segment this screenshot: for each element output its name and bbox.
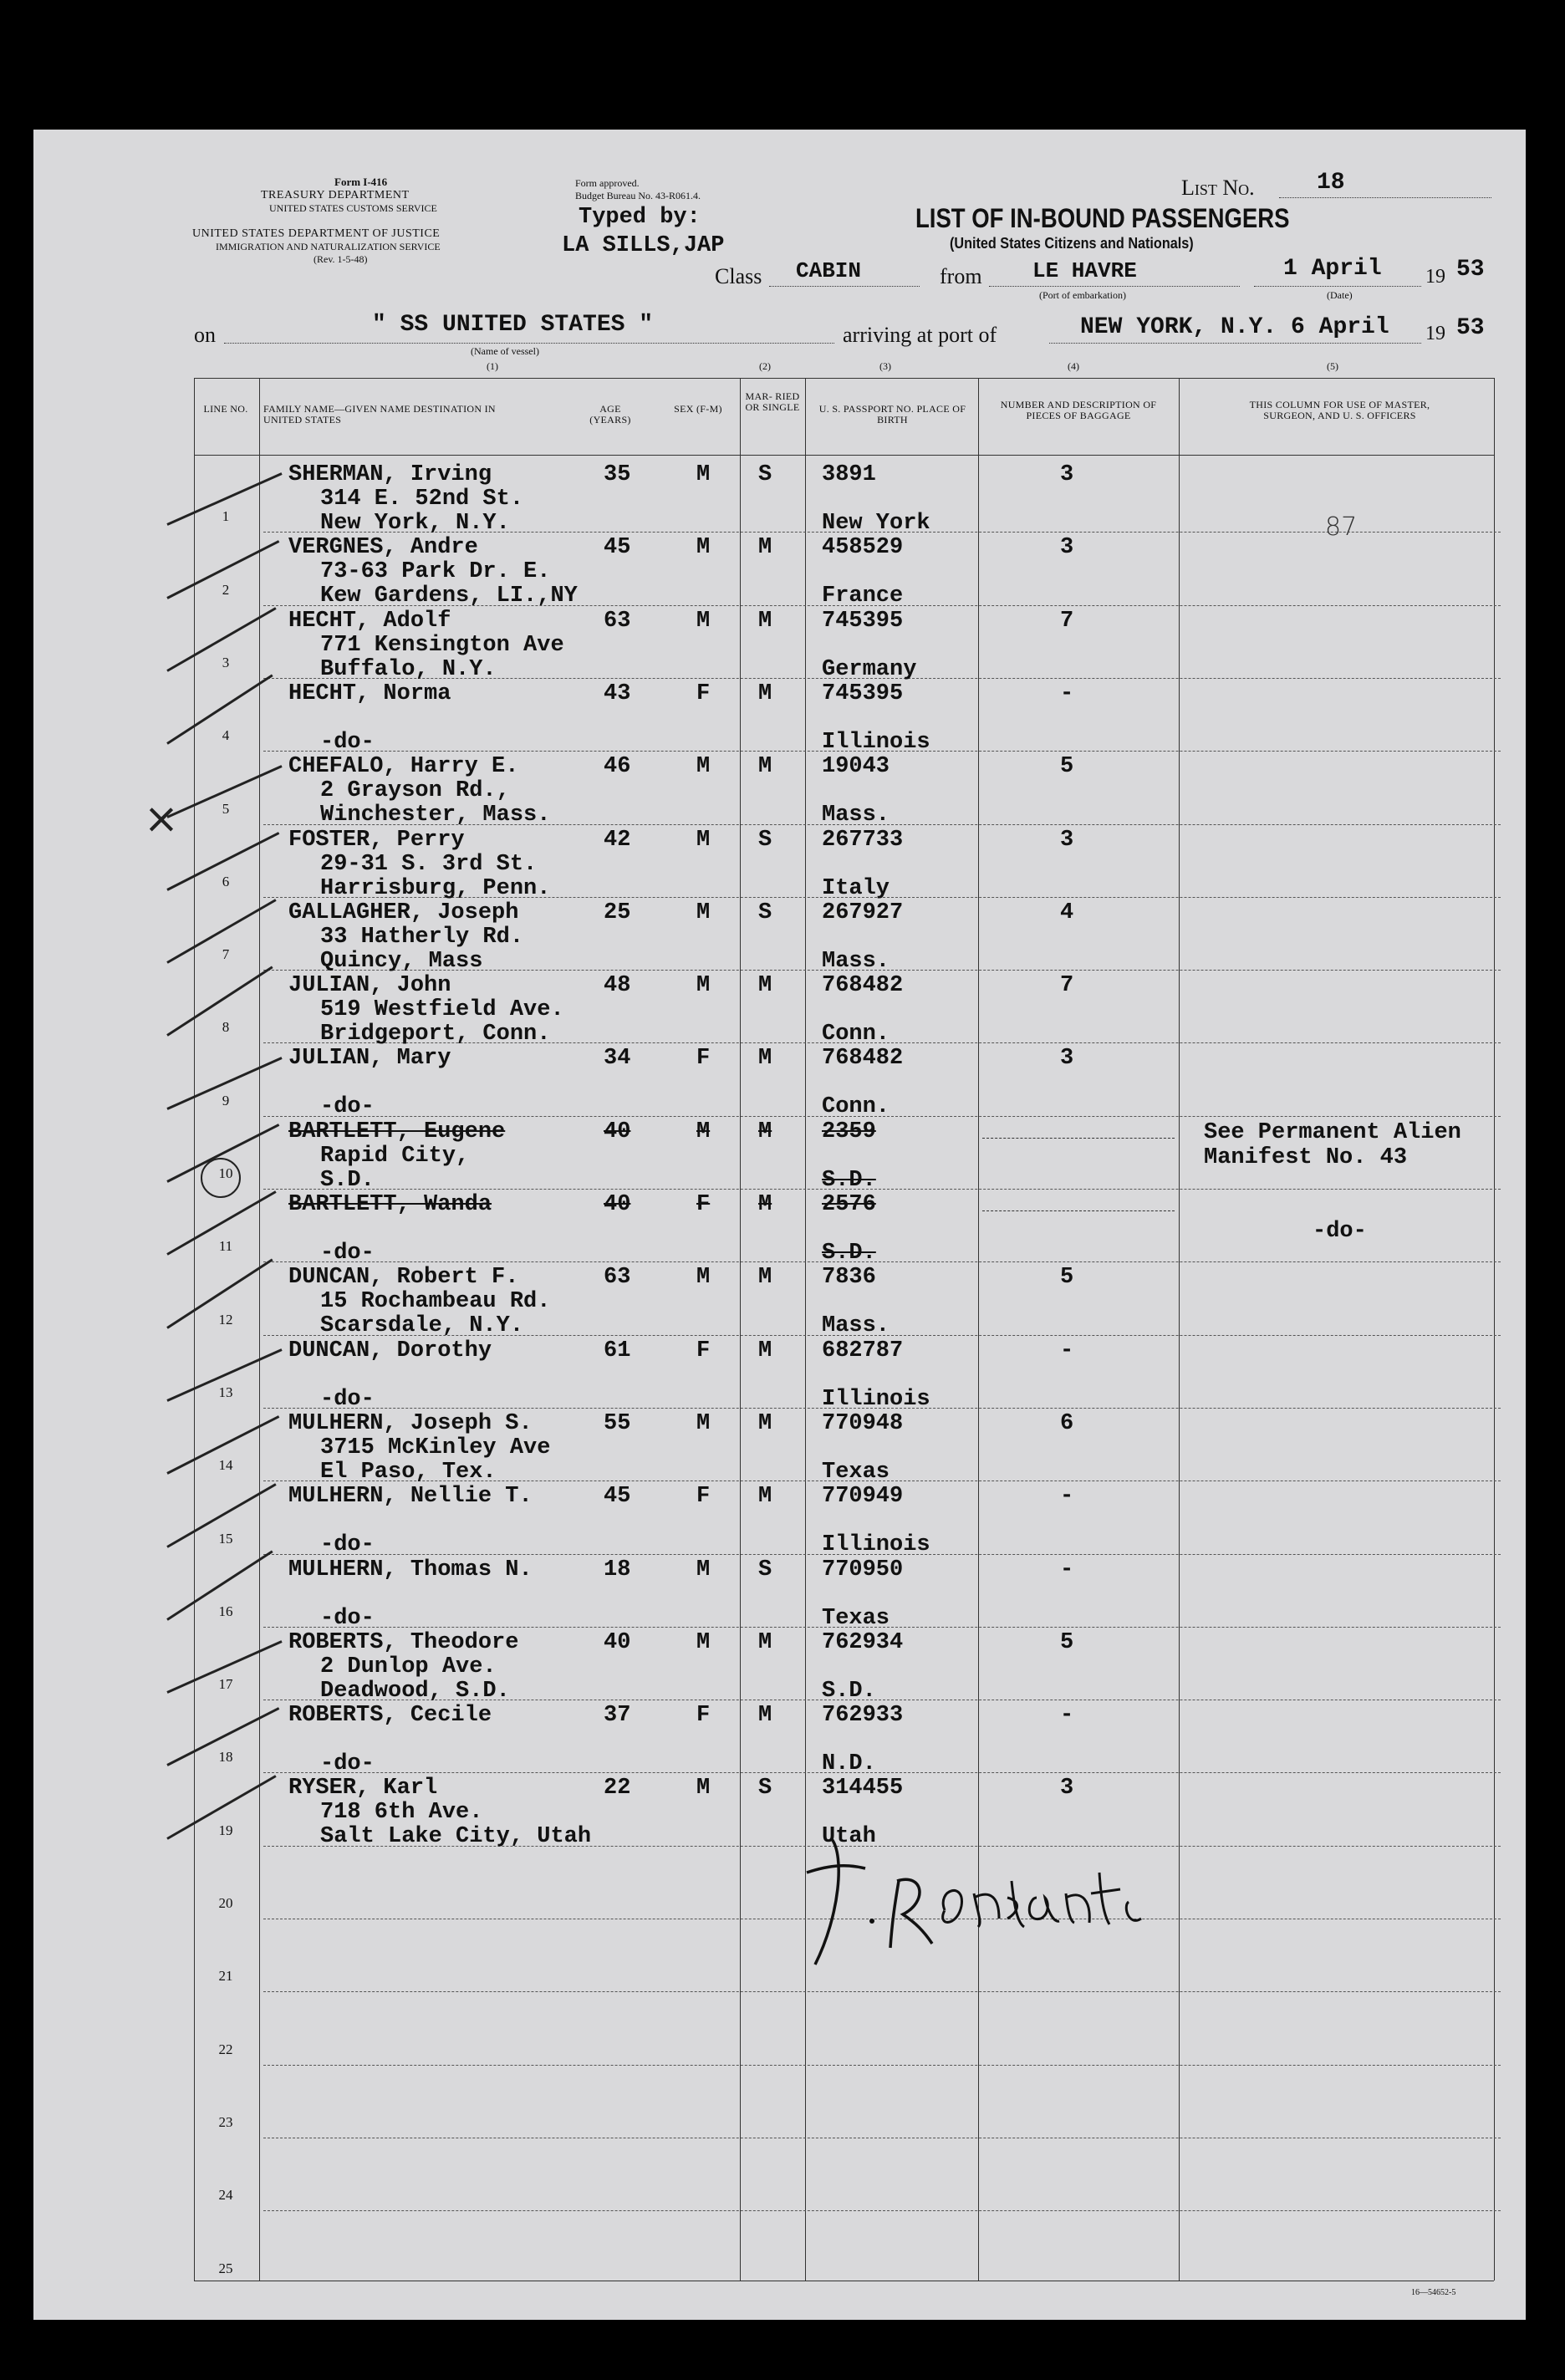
passenger-name: ROBERTS, Cecile <box>288 1703 492 1729</box>
passenger-age: 35 <box>604 462 631 487</box>
passenger-name: BARTLETT, Eugene <box>288 1119 506 1144</box>
date-value: 1 April <box>1283 256 1382 282</box>
list-no-value: 18 <box>1317 170 1345 196</box>
arrival-prefix: 19 <box>1425 323 1445 344</box>
line-number: 22 <box>218 2041 233 2057</box>
passenger-sex: F <box>696 1338 711 1363</box>
passenger-bags: - <box>1060 1484 1074 1510</box>
col-header-line-no: LINE NO. <box>203 403 248 415</box>
passenger-sex: M <box>696 1629 711 1655</box>
circle-mark <box>201 1158 241 1198</box>
alien-manifest-note-2: Manifest No. 43 <box>1204 1145 1408 1170</box>
passenger-birth: Mass. <box>822 803 890 828</box>
passenger-name: VERGNES, Andre <box>288 535 478 561</box>
passenger-ms: M <box>758 1484 772 1510</box>
col-num-3: (3) <box>879 360 891 372</box>
port-embarkation-caption: (Port of embarkation) <box>1039 289 1126 301</box>
signature-image <box>798 1822 1175 1981</box>
passenger-ms: M <box>758 1338 772 1363</box>
arrival-year: 53 <box>1456 315 1485 341</box>
passenger-bags: - <box>1060 1338 1074 1363</box>
line-number: 23 <box>218 2113 233 2130</box>
passenger-ms: M <box>758 1046 772 1072</box>
passenger-addr2: -do- <box>320 1605 375 1631</box>
col-num-2: (2) <box>759 360 771 372</box>
passenger-birth: Illinois <box>822 729 930 755</box>
passenger-passport: 762933 <box>822 1703 904 1729</box>
passenger-bags: 7 <box>1060 608 1074 634</box>
passenger-birth: Texas <box>822 1459 890 1485</box>
form-revision: (Rev. 1-5-48) <box>314 253 368 265</box>
passenger-addr2: -do- <box>320 1751 375 1777</box>
passenger-ms: S <box>758 827 772 853</box>
line-number: 24 <box>218 2187 233 2204</box>
passenger-ms: M <box>758 1192 772 1217</box>
passenger-ms: M <box>758 680 772 706</box>
col-header-officers: THIS COLUMN FOR USE OF MASTER, SURGEON, AND U. S. OFFICERS <box>1249 399 1430 421</box>
passenger-addr2: El Paso, Tex. <box>320 1459 497 1485</box>
passenger-birth: Mass. <box>822 1313 890 1339</box>
line-number: 19 <box>218 1822 233 1838</box>
treasury-department: TREASURY DEPARTMENT <box>261 189 410 201</box>
passenger-ms: S <box>758 900 772 925</box>
passenger-ms: M <box>758 1265 772 1291</box>
passenger-sex: M <box>696 973 711 999</box>
passenger-birth: Texas <box>822 1605 890 1631</box>
passenger-birth: Germany <box>822 656 917 682</box>
passenger-name: HECHT, Norma <box>288 680 451 706</box>
line-number: 13 <box>218 1384 233 1400</box>
line-number: 1 <box>222 508 230 525</box>
passenger-addr2: -do- <box>320 1386 375 1412</box>
row-divider <box>263 1772 1501 1773</box>
form-title: LIST OF IN-BOUND PASSENGERS <box>915 203 1290 233</box>
passenger-addr2: Quincy, Mass <box>320 948 483 974</box>
passenger-passport: 267733 <box>822 827 904 853</box>
passenger-bags: 3 <box>1060 1046 1074 1072</box>
passenger-addr1: 3715 McKinley Ave <box>320 1435 551 1460</box>
passenger-age: 40 <box>604 1629 631 1655</box>
passenger-addr2: Kew Gardens, LI.,NY <box>320 584 578 609</box>
passenger-ms: S <box>758 462 772 487</box>
passenger-name: MULHERN, Thomas N. <box>288 1557 533 1582</box>
passenger-passport: 770950 <box>822 1557 904 1582</box>
row-divider <box>263 2210 1501 2211</box>
passenger-passport: 770948 <box>822 1410 904 1436</box>
passenger-bags: 3 <box>1060 462 1074 487</box>
passenger-age: 18 <box>604 1557 631 1582</box>
col-num-4: (4) <box>1068 360 1079 372</box>
footer-code: 16—54652-5 <box>1411 2288 1456 2297</box>
passenger-birth: France <box>822 584 904 609</box>
line-number: 5 <box>222 800 230 817</box>
passenger-addr1: 15 Rochambeau Rd. <box>320 1289 551 1315</box>
passenger-addr2: S.D. <box>320 1167 375 1193</box>
alien-manifest-note: See Permanent Alien <box>1204 1120 1461 1145</box>
passenger-birth: New York <box>822 511 930 536</box>
passenger-birth: Italy <box>822 875 890 901</box>
line-number: 16 <box>218 1603 233 1619</box>
justice-department: UNITED STATES DEPARTMENT OF JUSTICE <box>192 227 441 240</box>
passenger-passport: 314455 <box>822 1776 904 1802</box>
passenger-bags: 6 <box>1060 1410 1074 1436</box>
passenger-birth: Conn. <box>822 1022 890 1047</box>
vessel-name: " SS UNITED STATES " <box>372 312 654 338</box>
line-number: 25 <box>218 2260 233 2276</box>
passenger-addr2: Bridgeport, Conn. <box>320 1022 551 1047</box>
arrival-port: NEW YORK, N.Y. 6 April <box>1080 314 1389 340</box>
form-approved: Form approved. <box>575 177 640 189</box>
passenger-bags: 3 <box>1060 827 1074 853</box>
passenger-name: HECHT, Adolf <box>288 608 451 634</box>
passenger-sex: M <box>696 1265 711 1291</box>
passenger-name: BARTLETT, Wanda <box>288 1192 492 1217</box>
passenger-sex: M <box>696 900 711 925</box>
col-header-name: FAMILY NAME—GIVEN NAME DESTINATION IN UNITED STATES <box>263 403 496 426</box>
passenger-age: 55 <box>604 1410 631 1436</box>
passenger-addr2: Buffalo, N.Y. <box>320 656 497 682</box>
passenger-addr2: -do- <box>320 1241 375 1266</box>
passenger-name: CHEFALO, Harry E. <box>288 754 519 780</box>
passenger-passport: 745395 <box>822 680 904 706</box>
line-number: 20 <box>218 1895 233 1911</box>
date-year: 53 <box>1456 257 1485 283</box>
passenger-age: 45 <box>604 1484 631 1510</box>
passenger-passport: 768482 <box>822 1046 904 1072</box>
form-number: Form I-416 <box>334 176 388 188</box>
line-number: 15 <box>218 1530 233 1547</box>
passenger-name: DUNCAN, Robert F. <box>288 1265 519 1291</box>
passenger-birth: N.D. <box>822 1751 876 1777</box>
col-header-passport: U. S. PASSPORT NO. PLACE OF BIRTH <box>818 403 966 426</box>
passenger-birth: S.D. <box>822 1241 876 1266</box>
passenger-sex: M <box>696 535 711 561</box>
on-label: on <box>194 323 216 347</box>
passenger-sex: F <box>696 680 711 706</box>
passenger-addr1: 771 Kensington Ave <box>320 632 564 658</box>
struck-line <box>982 1210 1175 1211</box>
passenger-age: 45 <box>604 535 631 561</box>
passenger-bags: 7 <box>1060 973 1074 999</box>
passenger-addr2: New York, N.Y. <box>320 511 510 536</box>
passenger-ms: M <box>758 1119 772 1144</box>
passenger-sex: M <box>696 462 711 487</box>
passenger-age: 61 <box>604 1338 631 1363</box>
passenger-name: JULIAN, John <box>288 973 451 999</box>
line-number: 8 <box>222 1019 230 1036</box>
passenger-age: 22 <box>604 1776 631 1802</box>
passenger-sex: M <box>696 1776 711 1802</box>
passenger-sex: F <box>696 1046 711 1072</box>
passenger-birth: Mass. <box>822 948 890 974</box>
passenger-bags: 3 <box>1060 535 1074 561</box>
passenger-passport: 682787 <box>822 1338 904 1363</box>
passenger-name: SHERMAN, Irving <box>288 462 492 487</box>
x-mark: × <box>144 794 179 843</box>
passenger-name: ROBERTS, Theodore <box>288 1629 519 1655</box>
passenger-addr1: 29-31 S. 3rd St. <box>320 851 538 877</box>
passenger-age: 63 <box>604 1265 631 1291</box>
passenger-age: 40 <box>604 1119 631 1144</box>
passenger-name: MULHERN, Joseph S. <box>288 1410 533 1436</box>
col-header-age: AGE (YEARS) <box>589 403 631 426</box>
line-number: 6 <box>222 873 230 889</box>
passenger-addr2: Winchester, Mass. <box>320 803 551 828</box>
passenger-passport: 458529 <box>822 535 904 561</box>
passenger-passport: 267927 <box>822 900 904 925</box>
passenger-sex: M <box>696 1410 711 1436</box>
passenger-passport: 19043 <box>822 754 890 780</box>
passenger-passport: 2576 <box>822 1192 876 1217</box>
line-number: 4 <box>222 727 230 744</box>
passenger-addr2: -do- <box>320 1532 375 1558</box>
passenger-ms: M <box>758 754 772 780</box>
row-divider <box>263 1991 1501 1992</box>
passenger-bags: 4 <box>1060 900 1074 925</box>
passenger-sex: M <box>696 827 711 853</box>
passenger-age: 25 <box>604 900 631 925</box>
passenger-addr2: Salt Lake City, Utah <box>320 1824 592 1850</box>
passenger-bags: - <box>1060 680 1074 706</box>
passenger-name: MULHERN, Nellie T. <box>288 1484 533 1510</box>
date-caption: (Date) <box>1327 289 1353 301</box>
passenger-bags: 5 <box>1060 754 1074 780</box>
budget-bureau: Budget Bureau No. 43-R061.4. <box>575 190 701 201</box>
row-divider <box>263 1189 1501 1190</box>
passenger-addr1: Rapid City, <box>320 1143 470 1169</box>
passenger-ms: M <box>758 1629 772 1655</box>
passenger-bags: - <box>1060 1557 1074 1582</box>
line-number: 12 <box>218 1311 233 1328</box>
passenger-passport: 2359 <box>822 1119 876 1144</box>
line-number: 14 <box>218 1457 233 1474</box>
passenger-name: DUNCAN, Dorothy <box>288 1338 492 1363</box>
passenger-addr1: 519 Westfield Ave. <box>320 997 564 1023</box>
row-divider <box>263 1261 1501 1262</box>
passenger-age: 37 <box>604 1703 631 1729</box>
passenger-addr1: 73-63 Park Dr. E. <box>320 559 551 585</box>
col-num-1: (1) <box>487 360 498 372</box>
passenger-age: 34 <box>604 1046 631 1072</box>
line-number: 11 <box>218 1238 233 1255</box>
passenger-addr1: 314 E. 52nd St. <box>320 487 524 512</box>
passenger-name: JULIAN, Mary <box>288 1046 451 1072</box>
officer-note-87: 87 <box>1325 512 1358 542</box>
class-value: CABIN <box>796 258 862 283</box>
col-header-baggage: NUMBER AND DESCRIPTION OF PIECES OF BAGGAGE <box>1000 399 1157 421</box>
passenger-bags: - <box>1060 1703 1074 1729</box>
passenger-ms: M <box>758 1703 772 1729</box>
passenger-addr2: -do- <box>320 1094 375 1120</box>
passenger-age: 48 <box>604 973 631 999</box>
line-number: 7 <box>222 946 230 963</box>
line-number: 21 <box>218 1968 233 1985</box>
passenger-birth: S.D. <box>822 1678 876 1704</box>
passenger-birth: Illinois <box>822 1386 930 1412</box>
passenger-passport: 7836 <box>822 1265 876 1291</box>
passenger-bags: 5 <box>1060 1629 1074 1655</box>
arriving-label: arriving at port of <box>843 323 997 347</box>
typed-by-label: Typed by: <box>579 205 701 230</box>
passenger-sex: M <box>696 754 711 780</box>
passenger-birth: Illinois <box>822 1532 930 1558</box>
passenger-age: 63 <box>604 608 631 634</box>
passenger-name: RYSER, Karl <box>288 1776 438 1802</box>
line-number: 17 <box>218 1676 233 1693</box>
passenger-sex: M <box>696 1119 711 1144</box>
line-number: 2 <box>222 581 230 598</box>
passenger-ms: M <box>758 1410 772 1436</box>
passenger-passport: 3891 <box>822 462 876 487</box>
struck-line <box>982 1138 1175 1139</box>
passenger-addr2: -do- <box>320 729 375 755</box>
passenger-birth: S.D. <box>822 1167 876 1193</box>
from-label: from <box>940 264 982 288</box>
row-divider <box>263 2065 1501 2066</box>
officer-do-note: -do- <box>1313 1219 1367 1244</box>
passenger-addr2: Scarsdale, N.Y. <box>320 1313 524 1339</box>
passenger-bags: 3 <box>1060 1776 1074 1802</box>
customs-service: UNITED STATES CUSTOMS SERVICE <box>269 202 437 214</box>
passenger-passport: 770949 <box>822 1484 904 1510</box>
typed-by-value: LA SILLS,JAP <box>562 233 725 258</box>
vessel-caption: (Name of vessel) <box>471 345 539 357</box>
passenger-bags: 5 <box>1060 1265 1074 1291</box>
passenger-addr1: 2 Grayson Rd., <box>320 778 510 804</box>
passenger-birth: Utah <box>822 1824 876 1850</box>
ins-service: IMMIGRATION AND NATURALIZATION SERVICE <box>216 241 441 252</box>
passenger-passport: 762934 <box>822 1629 904 1655</box>
line-number: 3 <box>222 654 230 670</box>
passenger-addr1: 2 Dunlop Ave. <box>320 1654 497 1679</box>
date-prefix: 19 <box>1425 266 1445 288</box>
passenger-age: 40 <box>604 1192 631 1217</box>
passenger-ms: M <box>758 973 772 999</box>
passenger-birth: Conn. <box>822 1094 890 1120</box>
passenger-sex: F <box>696 1192 711 1217</box>
passenger-sex: F <box>696 1484 711 1510</box>
passenger-name: FOSTER, Perry <box>288 827 465 853</box>
passenger-age: 42 <box>604 827 631 853</box>
line-number: 18 <box>218 1749 233 1766</box>
class-label: Class <box>715 264 762 288</box>
from-value: LE HAVRE <box>1032 258 1137 283</box>
passenger-sex: M <box>696 608 711 634</box>
passenger-sex: M <box>696 1557 711 1582</box>
passenger-passport: 745395 <box>822 608 904 634</box>
col-num-5: (5) <box>1327 360 1338 372</box>
passenger-addr2: Harrisburg, Penn. <box>320 875 551 901</box>
passenger-ms: M <box>758 535 772 561</box>
passenger-addr1: 718 6th Ave. <box>320 1800 483 1826</box>
passenger-age: 46 <box>604 754 631 780</box>
passenger-addr1: 33 Hatherly Rd. <box>320 924 524 950</box>
form-subtitle: (United States Citizens and Nationals) <box>950 235 1194 252</box>
passenger-sex: F <box>696 1703 711 1729</box>
passenger-addr2: Deadwood, S.D. <box>320 1678 510 1704</box>
list-no-label: List No. <box>1181 176 1255 200</box>
line-number: 9 <box>222 1092 230 1108</box>
col-header-married: MAR- RIED OR SINGLE <box>745 390 800 413</box>
passenger-ms: M <box>758 608 772 634</box>
passenger-ms: S <box>758 1776 772 1802</box>
line-number: 10 <box>218 1165 233 1181</box>
passenger-name: GALLAGHER, Joseph <box>288 900 519 925</box>
passenger-ms: S <box>758 1557 772 1582</box>
passenger-passport: 768482 <box>822 973 904 999</box>
col-header-sex: SEX (F-M) <box>674 403 722 415</box>
passenger-age: 43 <box>604 680 631 706</box>
